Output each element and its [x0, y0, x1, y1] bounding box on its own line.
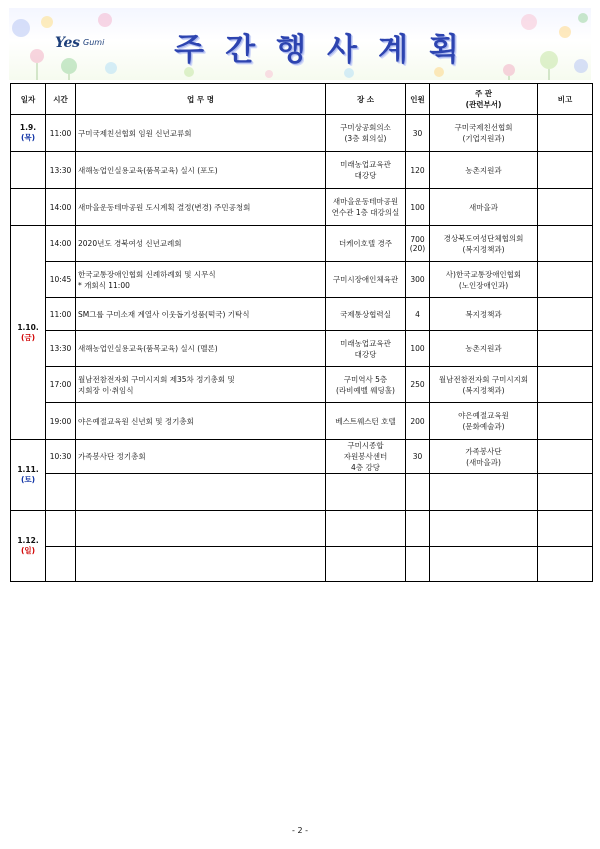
people-cell	[406, 367, 430, 403]
cell-line: 구미역사 5층	[343, 374, 388, 384]
cell-line: (새마을과)	[466, 457, 501, 467]
cell-line: (20)	[409, 243, 426, 253]
host-cell	[430, 547, 538, 582]
col-note: 비고	[538, 84, 593, 115]
note-cell	[538, 115, 593, 152]
cell-line: 대강당	[354, 349, 377, 359]
cell-line: 야은예절교육원	[458, 411, 509, 420]
note-cell	[538, 511, 593, 547]
note-cell	[538, 547, 593, 582]
logo-sub: Gumi	[83, 38, 105, 47]
people-cell	[406, 403, 430, 440]
host-cell	[430, 474, 538, 511]
table-row	[11, 298, 593, 331]
time-cell: 17:00	[46, 367, 76, 403]
people-cell	[406, 189, 430, 226]
host-cell	[430, 152, 538, 189]
people-cell	[406, 474, 430, 511]
time-cell: 11:00	[46, 298, 76, 331]
cell-line: 새마을운동테마공원 도시계획 결정(변경) 주민공청회	[78, 202, 251, 212]
host-cell	[430, 262, 538, 298]
task-cell	[76, 298, 326, 331]
place-cell	[326, 189, 406, 226]
cell-line: 새해농업인실용교육(품목교육) 실시 (멜론)	[78, 344, 218, 353]
task-cell	[76, 115, 326, 152]
place-cell	[326, 367, 406, 403]
cell-line: 미래농업교육관	[340, 160, 391, 169]
task-cell	[76, 474, 326, 511]
time-cell: 14:00	[46, 226, 76, 262]
time-cell: 13:30	[46, 152, 76, 189]
place-cell	[326, 474, 406, 511]
cell-line: (라비예벨 웨딩홀)	[336, 385, 395, 395]
place-cell	[326, 403, 406, 440]
host-cell	[430, 440, 538, 474]
cell-line: 농촌지원과	[465, 165, 502, 175]
host-cell	[430, 298, 538, 331]
host-cell	[430, 367, 538, 403]
task-cell	[76, 262, 326, 298]
time-cell	[46, 511, 76, 547]
page-number: - 2 -	[292, 826, 308, 835]
cell-line: 연수관 1층 대강의실	[331, 208, 400, 217]
task-cell	[76, 152, 326, 189]
cell-line: 가족봉사단	[465, 446, 502, 456]
note-cell	[538, 226, 593, 262]
cell-line: 구미상공회의소	[340, 123, 391, 132]
cell-line: (문화예술과)	[462, 422, 505, 431]
place-cell	[326, 511, 406, 547]
col-task: 업 무 명	[76, 84, 326, 115]
note-cell	[538, 262, 593, 298]
task-cell	[76, 331, 326, 367]
place-cell	[326, 547, 406, 582]
time-cell	[46, 547, 76, 582]
table-row	[11, 547, 593, 582]
weekday-label: (토)	[20, 475, 36, 484]
cell-line: 더케이호텔 경주	[338, 239, 393, 248]
date-cell	[11, 511, 46, 582]
note-cell	[538, 152, 593, 189]
table-row	[11, 440, 593, 474]
date-label: 1.12.	[17, 536, 39, 545]
cell-line: 자원봉사센터	[343, 452, 388, 461]
col-place: 장 소	[326, 84, 406, 115]
time-cell: 10:30	[46, 440, 76, 474]
people-cell	[406, 152, 430, 189]
cell-line: 100	[410, 344, 425, 353]
col-host	[430, 84, 538, 115]
note-cell	[538, 474, 593, 511]
people-cell	[406, 115, 430, 152]
task-cell	[76, 189, 326, 226]
people-cell	[406, 547, 430, 582]
page-title: 주간행사계획	[174, 32, 480, 68]
cell-line: 250	[410, 380, 425, 389]
cell-line: 100	[410, 202, 425, 212]
note-cell	[538, 298, 593, 331]
table-row	[11, 189, 593, 226]
cell-line: 4층 강당	[351, 463, 380, 472]
col-people: 인원	[406, 84, 430, 115]
cell-line: 4	[415, 309, 420, 319]
col-time: 시간	[46, 84, 76, 115]
time-cell: 10:45	[46, 262, 76, 298]
cell-line: 대강당	[354, 171, 377, 180]
people-cell	[406, 331, 430, 367]
time-cell: 13:30	[46, 331, 76, 367]
date-label: 1.10.	[17, 322, 39, 332]
place-cell	[326, 152, 406, 189]
task-cell	[76, 511, 326, 547]
place-cell	[326, 226, 406, 262]
people-cell	[406, 511, 430, 547]
table-row	[11, 367, 593, 403]
table-row	[11, 474, 593, 511]
cell-line: (기업지원과)	[462, 134, 505, 143]
weekday-label: (금)	[20, 332, 36, 342]
cell-line: (노인장애인과)	[458, 280, 509, 290]
cell-line: 새마을과	[469, 202, 498, 212]
cell-line: 30	[412, 452, 423, 461]
weekday-label: (일)	[20, 546, 36, 555]
logo: Yes	[55, 35, 80, 51]
host-cell	[430, 189, 538, 226]
cell-line: 구미국제친선협회 임원 신년교류회	[78, 128, 192, 138]
task-cell	[76, 367, 326, 403]
cell-line: 2020년도 경북여성 신년교례회	[78, 239, 182, 248]
people-cell	[406, 262, 430, 298]
place-cell	[326, 262, 406, 298]
col-day: 일자	[11, 84, 46, 115]
cell-line: 구미시종합	[347, 441, 384, 450]
cell-line: 베스트웨스턴 호텔	[335, 416, 396, 426]
note-cell	[538, 367, 593, 403]
table-row	[11, 152, 593, 189]
cell-line: 구미국제친선협회	[454, 123, 513, 132]
cell-line: 120	[410, 165, 425, 175]
table-row	[11, 403, 593, 440]
task-cell	[76, 440, 326, 474]
cell-line: 미래농업교육관	[340, 338, 391, 348]
note-cell	[538, 440, 593, 474]
col-host-label: 주 관	[474, 89, 493, 98]
table-row	[11, 331, 593, 367]
table-row	[11, 511, 593, 547]
cell-line: SM그룹 구미소재 계열사 이웃돕기성품(떡국) 기탁식	[78, 309, 250, 319]
host-cell	[430, 226, 538, 262]
cell-line: 농촌지원과	[465, 344, 502, 353]
cell-line: 복지정책과	[465, 309, 502, 319]
cell-line: 월남전참전자회 구미시지회	[438, 374, 529, 384]
host-cell	[430, 331, 538, 367]
cell-line: (복지정책과)	[462, 385, 505, 395]
time-cell: 11:00	[46, 115, 76, 152]
place-cell	[326, 440, 406, 474]
task-cell	[76, 547, 326, 582]
task-cell	[76, 403, 326, 440]
col-host-sub: (관련부서)	[465, 100, 502, 109]
date-cell	[11, 152, 46, 189]
people-cell	[406, 440, 430, 474]
date-cell	[11, 115, 46, 152]
date-label: 1.11.	[17, 465, 39, 474]
people-cell	[406, 226, 430, 262]
table-header-row	[11, 84, 593, 115]
cell-line: 월남전참전자회 구미시지회 제35차 정기총회 및	[78, 374, 235, 384]
task-cell	[76, 226, 326, 262]
cell-line: (복지정책과)	[462, 244, 505, 254]
cell-line: 700	[410, 234, 425, 244]
host-cell	[430, 403, 538, 440]
table-row	[11, 262, 593, 298]
cell-line: 사)한국교통장애인협회	[445, 269, 522, 279]
table-row	[11, 226, 593, 262]
cell-line: (3층 회의실)	[344, 134, 387, 143]
note-cell	[538, 331, 593, 367]
time-cell: 14:00	[46, 189, 76, 226]
weekly-schedule-table	[10, 83, 593, 582]
note-cell	[538, 403, 593, 440]
cell-line: 국제통상협력실	[340, 309, 391, 319]
place-cell	[326, 331, 406, 367]
note-cell	[538, 189, 593, 226]
time-cell: 19:00	[46, 403, 76, 440]
cell-line: 새해농업인실용교육(품목교육) 실시 (포도)	[78, 165, 218, 175]
cell-line: 가족봉사단 정기총회	[78, 452, 146, 461]
date-label: 1.9.	[19, 123, 37, 132]
cell-line: 300	[410, 275, 425, 284]
cell-line: 구미시장애인체육관	[332, 275, 399, 284]
host-cell	[430, 115, 538, 152]
cell-line: * 개회식 11:00	[78, 280, 130, 290]
header-banner	[9, 8, 591, 80]
cell-line: 경상북도여성단체협의회	[443, 233, 524, 243]
cell-line: 30	[412, 128, 423, 138]
cell-line: 한국교통장애인협회 신례하례회 및 시무식	[78, 269, 216, 279]
weekday-label: (목)	[20, 133, 36, 142]
cell-line: 지회장 이·취임식	[78, 385, 134, 395]
time-cell	[46, 474, 76, 511]
place-cell	[326, 298, 406, 331]
cell-line: 200	[410, 416, 425, 426]
table-row	[11, 115, 593, 152]
people-cell	[406, 298, 430, 331]
date-cell	[11, 440, 46, 511]
date-cell	[11, 226, 46, 440]
place-cell	[326, 115, 406, 152]
date-cell	[11, 189, 46, 226]
cell-line: 야은예절교육원 신년회 및 정기총회	[78, 416, 194, 426]
cell-line: 새마을운동테마공원	[332, 197, 399, 206]
host-cell	[430, 511, 538, 547]
